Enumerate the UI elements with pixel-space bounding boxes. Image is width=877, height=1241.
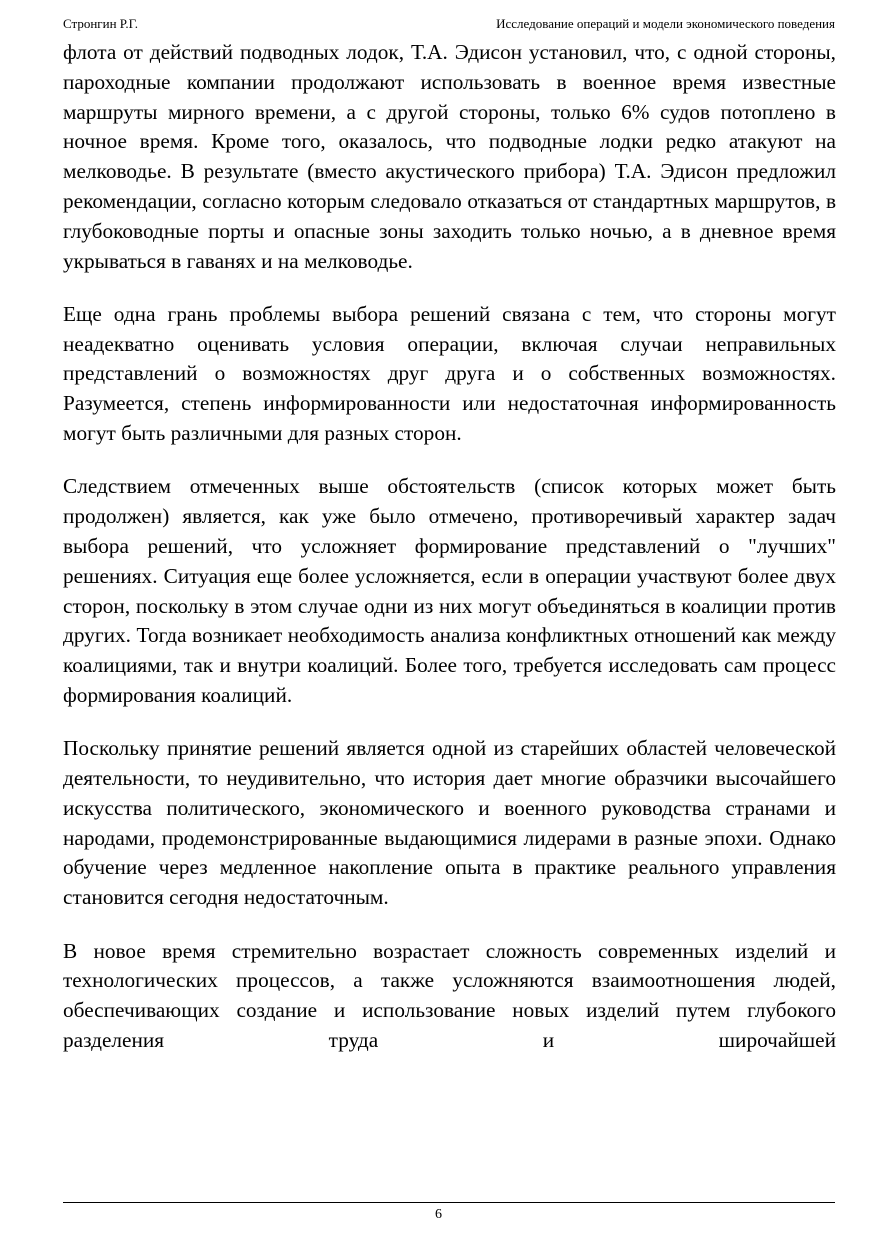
footer-divider (63, 1202, 835, 1203)
paragraph: Еще одна грань проблемы выбора решений связана с тем, что стороны могут неадекватно оценивать условия операции, включая случаи неправильных представлений о возможностях друг друга и о собственных возможностях. Разумеется, степень информированности или недостаточная информированность могут быть различными для разных сторон. (63, 301, 836, 446)
paragraph: Следствием отмеченных выше обстоятельств (список которых может быть продолжен) является, как уже было отмечено, противоречивый характер задач выбора решений, что усложняет формирование представлений о "лучших" решениях. Ситуация еще более усложняется, если в операции участвуют более двух сторон, поскольку в этом случае одни из них могут объединяться в коалиции против других. Тогда возникает необходимость анализа конфликтных отношений как между коалициями, так и внутри коалиций. Более того, требуется исследовать сам процесс формирования коалиций. (63, 474, 836, 707)
header-title: Исследование операций и модели экономического поведения (496, 16, 835, 31)
paragraph: флота от действий подводных лодок, Т.А. Эдисон установил, что, с одной стороны, пароходные компании продолжают использовать в военное время известные маршруты мирного времени, а с другой стороны, только 6% судов потоплено в ночное время. Кроме того, оказалось, что подводные лодки редко атакуют на мелководье. В результате (вместо акустического прибора) Т.А. Эдисон предложил рекомендации, согласно которым следовало отказаться от стандартных маршрутов, в глубоководные порты и опасные зоны заходить только ночью, а в дневное время укрываться в гаванях и на мелководье. (63, 40, 836, 273)
header-author: Стронгин Р.Г. (63, 16, 138, 31)
running-header (63, 15, 835, 33)
body-text (63, 38, 836, 1056)
paragraph: В новое время стремительно возрастает сложность современных изделий и технологических процессов, а также усложняются взаимоотношения людей, обеспечивающих создание и использование новых изделий путем глубокого разделения труда и широчайшей (63, 938, 836, 1052)
page-number: 6 (435, 1207, 442, 1222)
paragraph: Поскольку принятие решений является одной из старейших областей человеческой деятельности, то неудивительно, что история дает многие образчики высочайшего искусства политического, экономического и военного руководства странами и народами, продемонстрированные выдающимися лидерами в разные эпохи. Однако обучение через медленное накопление опыта в практике реального управления становится сегодня недостаточным. (63, 736, 836, 910)
